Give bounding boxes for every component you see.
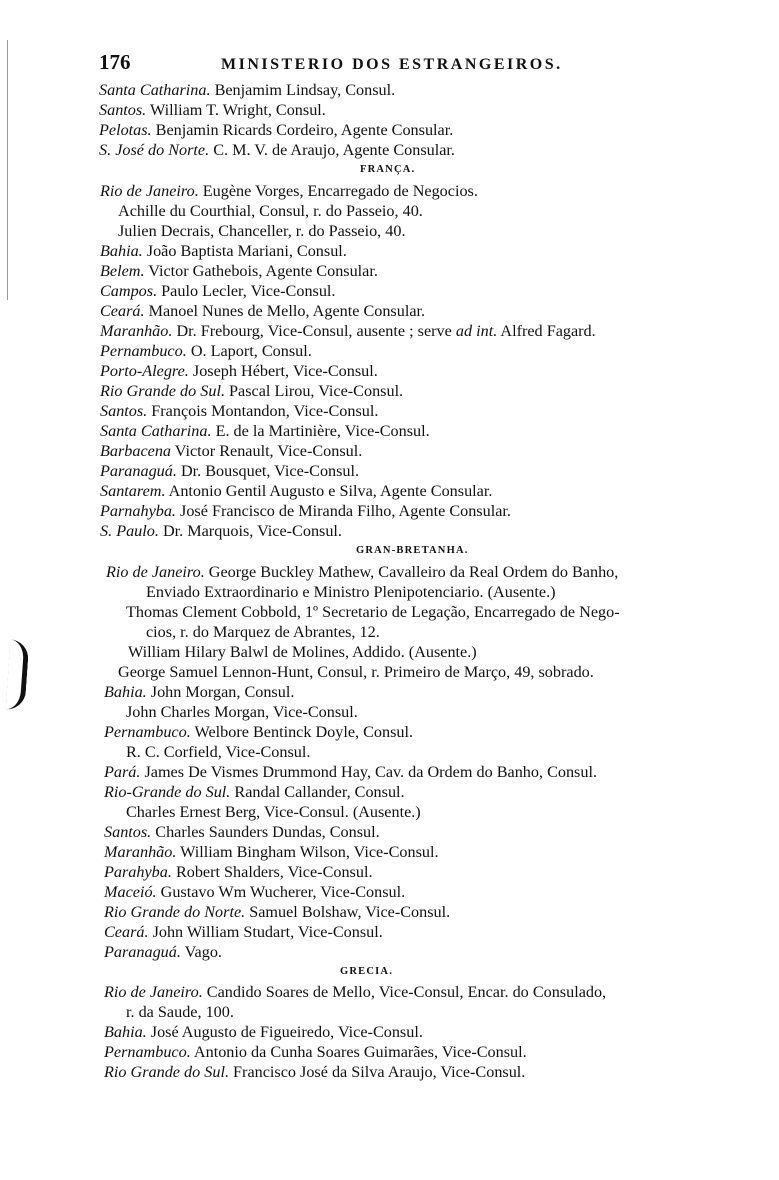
place-name: Pelotas. xyxy=(99,121,152,139)
entry-text-tail: Alfred Fagard. xyxy=(497,322,596,340)
listing-line xyxy=(100,401,378,421)
place-name: S. Paulo. xyxy=(100,522,159,540)
running-title: MINISTERIO DOS ESTRANGEIROS. xyxy=(221,56,563,73)
place-name: Rio Grande do Sul. xyxy=(100,382,225,400)
listing-line xyxy=(104,842,439,862)
entry-text: Benjamim Lindsay, Consul. xyxy=(210,81,396,99)
entry-text: George Samuel Lennon-Hunt, Consul, r. Primeiro de Março, 49, sobrado. xyxy=(118,663,594,681)
entry-text: Enviado Extraordinario e Ministro Plenipotenciario. (Ausente.) xyxy=(146,583,556,601)
place-name: Rio-Grande do Sul. xyxy=(104,783,231,801)
entry-text: Antonio da Cunha Soares Guimarães, Vice-Consul. xyxy=(190,1043,527,1061)
place-name: Maranhão. xyxy=(104,843,177,861)
page-number: 176 xyxy=(99,50,131,74)
listing-line xyxy=(100,521,342,541)
entry-text: Welbore Bentinck Doyle, Consul. xyxy=(190,723,414,741)
place-name: Rio Grande do Norte. xyxy=(104,903,246,921)
listing-line xyxy=(118,201,423,221)
listing-line xyxy=(99,100,326,120)
listing-line xyxy=(100,481,492,501)
listing-line xyxy=(104,982,606,1002)
place-name: Pernambuco. xyxy=(104,1043,191,1061)
entry-text: O. Laport, Consul. xyxy=(186,342,312,360)
entry-text: cios, r. do Marquez de Abrantes, 12. xyxy=(146,623,380,641)
listing-line xyxy=(104,722,413,742)
listing-line xyxy=(100,281,335,301)
entry-text: James De Vismes Drummond Hay, Cav. da Ordem do Banho, Consul. xyxy=(140,763,597,781)
listing-line xyxy=(104,902,450,922)
entry-text: François Montandon, Vice-Consul. xyxy=(147,402,379,420)
entry-text: Dr. Frebourg, Vice-Consul, ausente ; serve xyxy=(172,322,456,340)
listing-line xyxy=(126,802,421,822)
entry-text: George Buckley Mathew, Cavalleiro da Real Ordem do Banho, xyxy=(204,563,619,581)
listing-line xyxy=(100,501,511,521)
entry-text: Francisco José da Silva Araujo, Vice-Consul. xyxy=(229,1063,526,1081)
listing-line xyxy=(118,221,406,241)
page-header xyxy=(99,50,619,78)
entry-text: William T. Wright, Consul. xyxy=(146,101,326,119)
entry-text: Samuel Bolshaw, Vice-Consul. xyxy=(245,903,451,921)
entry-text: John Morgan, Consul. xyxy=(146,683,295,701)
listing-line xyxy=(100,181,478,201)
listing-line xyxy=(100,421,430,441)
place-name: Pernambuco. xyxy=(100,342,187,360)
listing-line xyxy=(104,682,294,702)
entry-text: r. da Saude, 100. xyxy=(126,1003,234,1021)
place-name: Belem. xyxy=(100,262,145,280)
entry-text: Benjamin Ricards Cordeiro, Agente Consular. xyxy=(151,121,454,139)
listing-line xyxy=(99,120,453,140)
entry-text: John Charles Morgan, Vice-Consul. xyxy=(126,703,358,721)
margin-rule xyxy=(7,40,8,300)
place-name: Santarem. xyxy=(100,482,166,500)
place-name: Ceará. xyxy=(100,302,145,320)
section-heading: GRAN-BRETANHA. xyxy=(356,545,469,556)
listing-line xyxy=(104,922,383,942)
entry-text: Dr. Marquois, Vice-Consul. xyxy=(158,522,342,540)
place-name: Parnahyba. xyxy=(100,502,176,520)
listing-line xyxy=(128,642,477,662)
listing-line xyxy=(104,1062,525,1082)
latin-abbreviation: ad int. xyxy=(455,322,498,340)
place-name: Porto-Alegre. xyxy=(100,362,189,380)
entry-text: John William Studart, Vice-Consul. xyxy=(148,923,383,941)
place-name: Bahia. xyxy=(104,683,147,701)
entry-text: William Hilary Balwl de Molines, Addido. (Ausente.) xyxy=(128,643,477,661)
entry-text: Manoel Nunes de Mello, Agente Consular. xyxy=(144,302,426,320)
entry-text: José Francisco de Miranda Filho, Agente Consular. xyxy=(175,502,511,520)
entry-text: Charles Ernest Berg, Vice-Consul. (Ausente.) xyxy=(126,803,421,821)
listing-line xyxy=(126,602,620,622)
entry-text: Gustavo Wm Wucherer, Vice-Consul. xyxy=(156,883,406,901)
entry-text: Thomas Clement Cobbold, 1º Secretario de Legação, Encarregado de Nego- xyxy=(126,603,620,621)
listing-line xyxy=(104,1042,527,1062)
listing-line xyxy=(100,341,312,361)
entry-text: Victor Gathebois, Agente Consular. xyxy=(144,262,378,280)
entry-text: Eugène Vorges, Encarregado de Negocios. xyxy=(198,182,478,200)
entry-text: C. M. V. de Araujo, Agente Consular. xyxy=(209,141,455,159)
entry-text: Joseph Hébert, Vice-Consul. xyxy=(188,362,378,380)
entry-text: Dr. Bousquet, Vice-Consul. xyxy=(176,462,360,480)
listing-line xyxy=(118,662,594,682)
place-name: Santos. xyxy=(99,101,147,119)
place-name: Bahia. xyxy=(104,1023,147,1041)
listing-line xyxy=(126,702,358,722)
listing-line xyxy=(99,140,455,160)
listing-line xyxy=(126,742,310,762)
entry-text: Paulo Lecler, Vice-Consul. xyxy=(157,282,336,300)
section-heading: GRECIA. xyxy=(340,966,394,977)
listing-line xyxy=(100,381,403,401)
place-name: Pernambuco. xyxy=(104,723,191,741)
place-name: Campos. xyxy=(100,282,158,300)
place-name: Pará. xyxy=(104,763,141,781)
listing-line xyxy=(104,882,405,902)
place-name: Santa Catharina. xyxy=(99,81,211,99)
listing-line xyxy=(100,261,378,281)
entry-text: Robert Shalders, Vice-Consul. xyxy=(171,863,373,881)
place-name: Maranhão. xyxy=(100,322,173,340)
listing-line xyxy=(104,1022,423,1042)
listing-line xyxy=(146,582,556,602)
listing-line xyxy=(104,822,380,842)
place-name: Rio de Janeiro. xyxy=(104,983,203,1001)
listing-line xyxy=(146,622,380,642)
place-name: Barbacena xyxy=(100,442,172,460)
listing-line xyxy=(100,321,596,341)
entry-text: Victor Renault, Vice-Consul. xyxy=(171,442,363,460)
place-name: Santos. xyxy=(100,402,148,420)
entry-text: Randal Callander, Consul. xyxy=(230,783,405,801)
entry-text: Achille du Courthial, Consul, r. do Passeio, 40. xyxy=(118,202,423,220)
entry-text: Vago. xyxy=(180,943,222,961)
listing-line xyxy=(104,862,373,882)
listing-line xyxy=(100,441,362,461)
listing-line xyxy=(104,942,222,962)
entry-text: Julien Decrais, Chanceller, r. do Passeio, 40. xyxy=(118,222,406,240)
place-name: Santa Catharina. xyxy=(100,422,212,440)
place-name: Santos. xyxy=(104,823,152,841)
place-name: Ceará. xyxy=(104,923,149,941)
entry-text: Pascal Lirou, Vice-Consul. xyxy=(225,382,404,400)
place-name: Maceió. xyxy=(104,883,157,901)
section-heading: FRANÇA. xyxy=(360,164,416,175)
listing-line xyxy=(99,80,395,100)
entry-text: R. C. Corfield, Vice-Consul. xyxy=(126,743,311,761)
entry-text: Charles Saunders Dundas, Consul. xyxy=(151,823,380,841)
entry-text: Candido Soares de Mello, Vice-Consul, Encar. do Consulado, xyxy=(202,983,607,1001)
place-name: Parahyba. xyxy=(104,863,172,881)
listing-line xyxy=(100,361,378,381)
listing-line xyxy=(104,782,405,802)
entry-text: William Bingham Wilson, Vice-Consul. xyxy=(176,843,439,861)
entry-text: E. de la Martinière, Vice-Consul. xyxy=(211,422,430,440)
listing-line xyxy=(126,1002,234,1022)
place-name: Rio Grande do Sul. xyxy=(104,1063,229,1081)
entry-text: José Augusto de Figueiredo, Vice-Consul. xyxy=(146,1023,423,1041)
listing-line xyxy=(106,562,618,582)
listing-line xyxy=(100,241,347,261)
listing-line xyxy=(100,461,359,481)
listing-line xyxy=(104,762,597,782)
listing-line xyxy=(100,301,425,321)
place-name: Paranaguá. xyxy=(100,462,177,480)
place-name: Bahia. xyxy=(100,242,143,260)
entry-text: Antonio Gentil Augusto e Silva, Agente Consular. xyxy=(165,482,493,500)
place-name: S. José do Norte. xyxy=(99,141,210,159)
place-name: Rio de Janeiro. xyxy=(100,182,199,200)
entry-text: João Baptista Mariani, Consul. xyxy=(142,242,347,260)
place-name: Paranaguá. xyxy=(104,943,181,961)
margin-bracket-mark xyxy=(6,639,30,710)
place-name: Rio de Janeiro. xyxy=(106,563,205,581)
